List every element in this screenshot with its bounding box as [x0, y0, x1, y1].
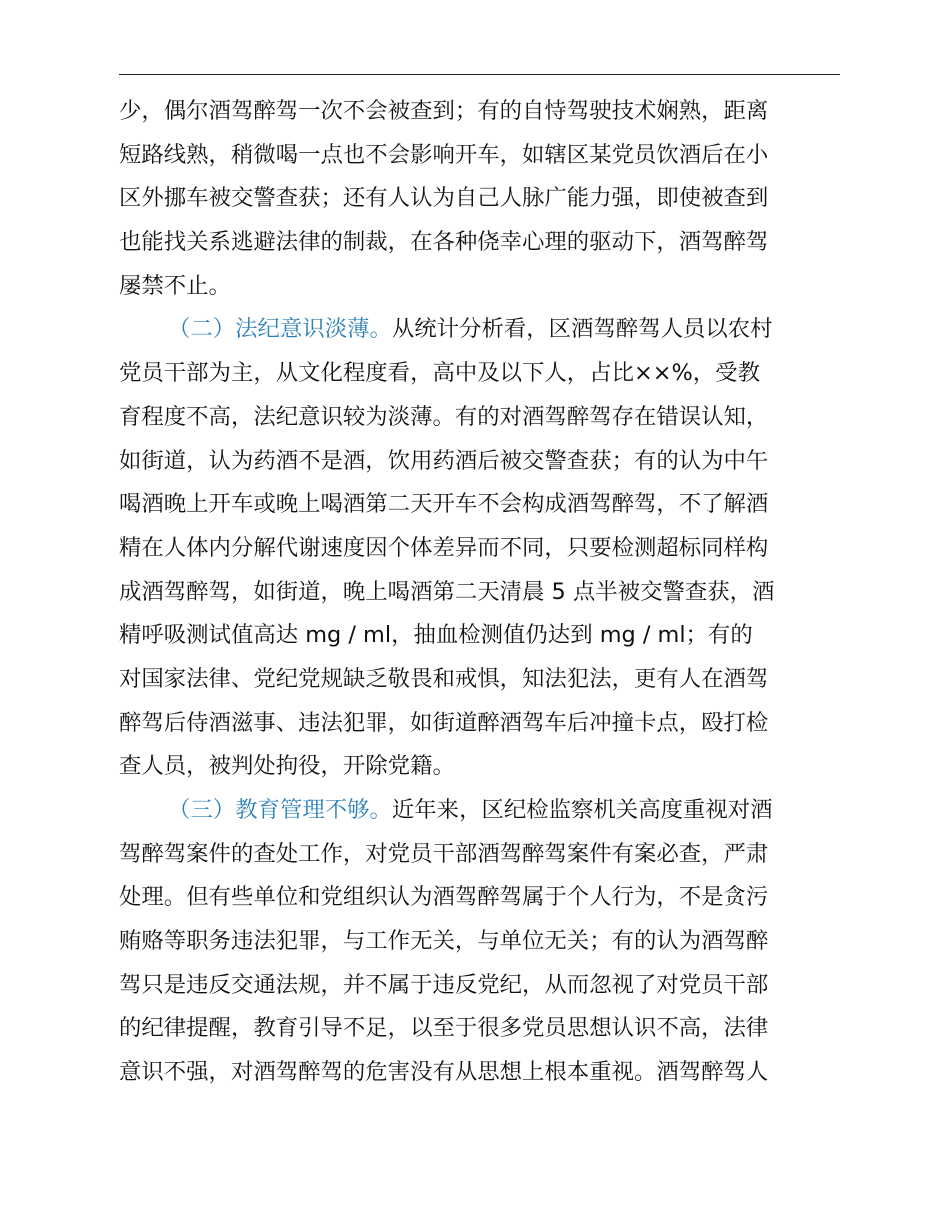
text-line [119, 920, 841, 964]
text-line [119, 134, 841, 178]
line-text: 精呼吸测试值高达 mg / ml，抽血检测值仍达到 mg / ml；有的 [119, 622, 753, 649]
line-text: 对国家法律、党纪党规缺乏敬畏和戒惧，知法犯法，更有人在酒驾 [119, 665, 769, 692]
line-text: 屡禁不止。 [119, 272, 231, 299]
text-line [119, 571, 841, 615]
line-text: 精在人体内分解代谢速度因个体差异而不同，只要检测超标同样构 [119, 534, 769, 561]
line-text: 的纪律提醒，教育引导不足，以至于很多党员思想认识不高，法律 [119, 1015, 769, 1042]
line-text: 党员干部为主，从文化程度看，高中及以下人，占比××%，受教 [119, 360, 760, 387]
text-line [119, 964, 841, 1008]
document-body [119, 90, 841, 1095]
text-line [119, 440, 841, 484]
line-text: 驾醉驾案件的查处工作，对党员干部酒驾醉驾案件有案必查，严肃 [119, 840, 769, 867]
header-rule [119, 74, 840, 75]
line-text: 近年来，区纪检监察机关高度重视对酒 [391, 797, 773, 823]
text-line [119, 1007, 841, 1051]
text-line [119, 177, 841, 221]
line-text: 查人员，被判处拘役，开除党籍。 [119, 753, 455, 780]
text-line [119, 745, 841, 789]
section-heading: （三）教育管理不够。 [168, 797, 392, 823]
text-line [119, 527, 841, 571]
text-line [119, 702, 841, 746]
text-line [119, 352, 841, 396]
text-line [119, 221, 841, 265]
text-line [119, 396, 841, 440]
line-text: 也能找关系逃避法律的制裁，在各种侥幸心理的驱动下，酒驾醉驾 [119, 229, 769, 256]
section-heading: （二）法纪意识淡薄。 [168, 316, 392, 343]
line-text: 育程度不高，法纪意识较为淡薄。有的对酒驾醉驾存在错误认知， [119, 403, 769, 430]
line-text: 意识不强，对酒驾醉驾的危害没有从思想上根本重视。酒驾醉驾人 [119, 1059, 769, 1086]
text-line [119, 90, 841, 134]
line-text: 处理。但有些单位和党组织认为酒驾醉驾属于个人行为，不是贪污 [119, 884, 769, 911]
text-line [119, 876, 841, 920]
text-line [119, 614, 841, 658]
line-text: 喝酒晚上开车或晚上喝酒第二天开车不会构成酒驾醉驾，不了解酒 [119, 491, 769, 518]
line-text: 少，偶尔酒驾醉驾一次不会被查到；有的自恃驾驶技术娴熟，距离 [119, 98, 769, 124]
line-text: 驾只是违反交通法规，并不属于违反党纪，从而忽视了对党员干部 [119, 971, 769, 998]
line-text: 贿赂等职务违法犯罪，与工作无关，与单位无关；有的认为酒驾醉 [119, 928, 769, 955]
text-line [119, 789, 841, 833]
line-text: 从统计分析看，区酒驾醉驾人员以农村 [391, 316, 773, 343]
text-line [119, 658, 841, 702]
line-text: 成酒驾醉驾，如街道，晚上喝酒第二天清晨 5 点半被交警查获，酒 [119, 578, 775, 605]
line-text: 短路线熟，稍微喝一点也不会影响开车，如辖区某党员饮酒后在小 [119, 141, 769, 168]
text-line [119, 1051, 841, 1095]
text-line [119, 833, 841, 877]
line-text: 区外挪车被交警查获；还有人认为自己人脉广能力强，即使被查到 [119, 185, 769, 212]
line-text: 醉驾后侍酒滋事、违法犯罪，如街道醉酒驾车后冲撞卡点，殴打检 [119, 709, 769, 736]
text-line [119, 265, 841, 309]
text-line [119, 308, 841, 352]
line-text: 如街道，认为药酒不是酒，饮用药酒后被交警查获；有的认为中午 [119, 447, 769, 474]
text-line [119, 483, 841, 527]
